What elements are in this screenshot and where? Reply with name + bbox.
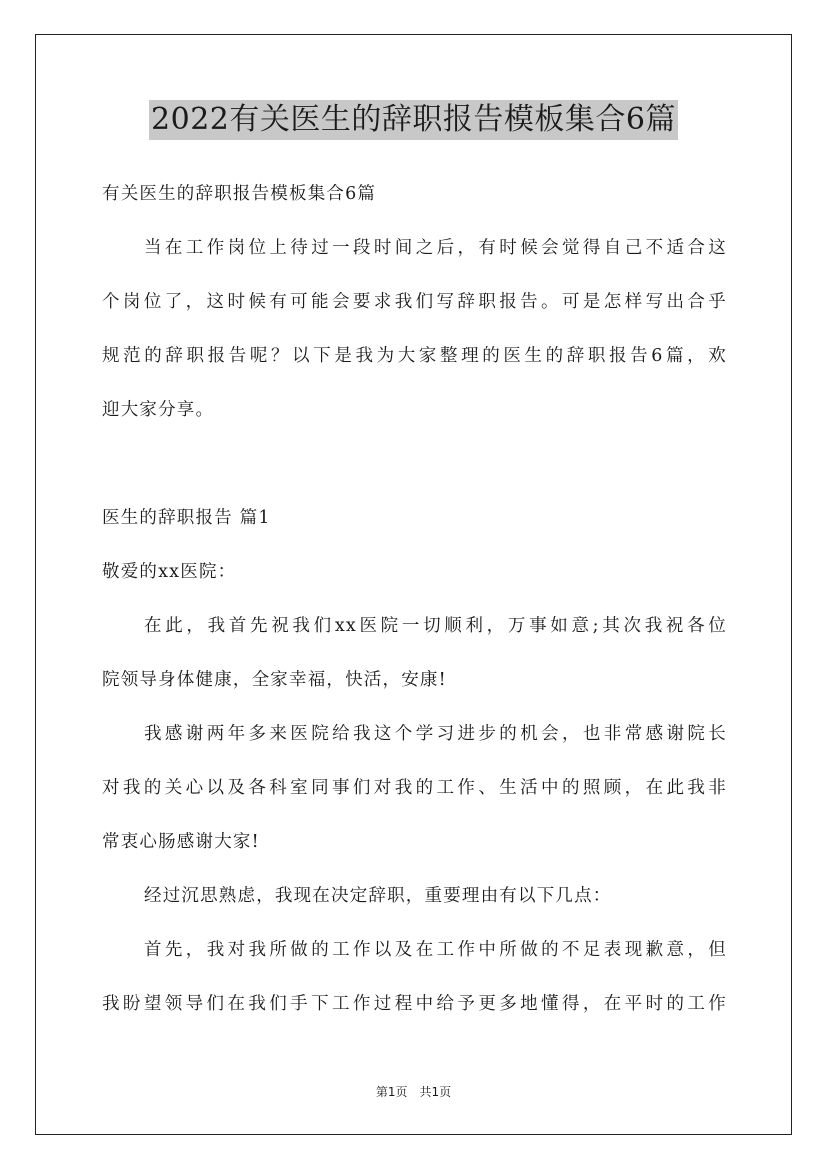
paragraph-line: 我感谢两年多来医院给我这个学习进步的机会，也非常感谢院长 — [144, 724, 727, 744]
paragraph-line: 迎大家分享。 — [102, 400, 215, 420]
paragraph-line: 规范的辞职报告呢？以下是我为大家整理的医生的辞职报告6篇，欢 — [102, 346, 727, 366]
paragraph-line: 对我的关心以及各科室同事们对我的工作、生活中的照顾，在此我非 — [102, 778, 727, 798]
paragraph-line: 经过沉思熟虑，我现在决定辞职，重要理由有以下几点： — [144, 886, 612, 906]
paragraph-line: 院领导身体健康，全家幸福，快活，安康! — [102, 670, 447, 690]
document-title-text: 2022有关医生的辞职报告模板集合6篇 — [149, 100, 678, 140]
paragraph-line: 在此，我首先祝我们xx医院一切顺利，万事如意;其次我祝各位 — [144, 616, 727, 636]
paragraph-line: 个岗位了，这时候有可能会要求我们写辞职报告。可是怎样写出合乎 — [102, 292, 727, 312]
subtitle-line: 有关医生的辞职报告模板集合6篇 — [102, 184, 377, 204]
page-total-label: 共1页 — [419, 1085, 452, 1099]
salutation-line: 敬爱的xx医院： — [102, 562, 237, 582]
paragraph-line: 首先，我对我所做的工作以及在工作中所做的不足表现歉意，但 — [144, 940, 727, 960]
paragraph-line: 常衷心肠感谢大家! — [102, 832, 260, 852]
section-heading: 医生的辞职报告 篇1 — [102, 508, 271, 528]
document-title — [0, 100, 827, 140]
page-number-label: 第1页 — [375, 1085, 408, 1099]
page-footer — [0, 1084, 827, 1100]
paragraph-line: 当在工作岗位上待过一段时间之后，有时候会觉得自己不适合这 — [144, 238, 727, 258]
paragraph-line: 我盼望领导们在我们手下工作过程中给予更多地懂得，在平时的工作 — [102, 994, 727, 1014]
